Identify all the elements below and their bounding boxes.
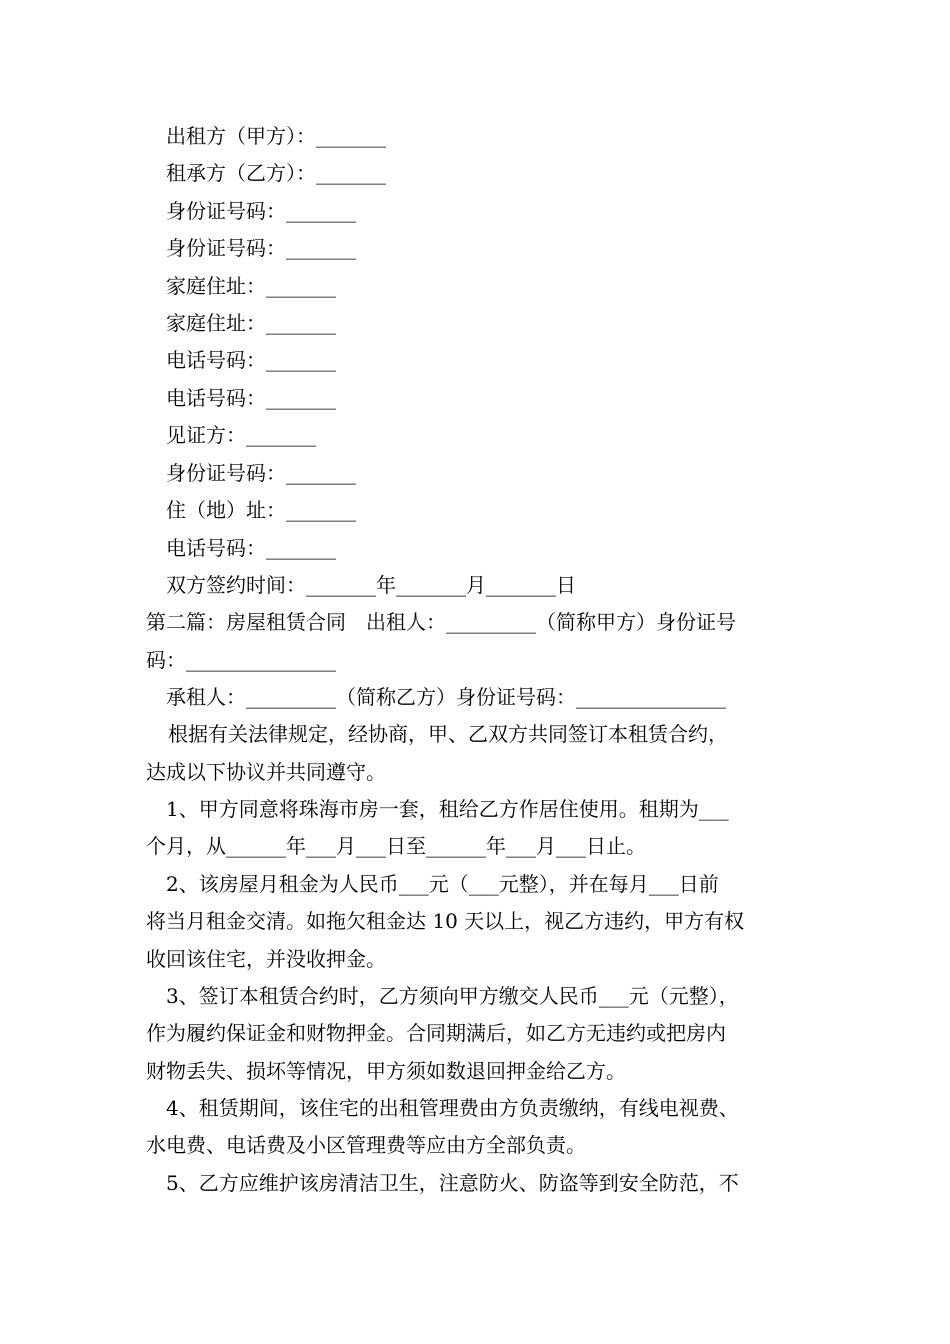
paragraph-line: 根据有关法律规定，经协商，甲、乙双方共同签订本租赁合约， <box>168 722 728 746</box>
clause-4-line: 水电费、电话费及小区管理费等应由方全部负责。 <box>146 1133 586 1157</box>
address-line: 住（地）址：_______ <box>166 498 356 522</box>
lessor-line: 出租方（甲方）：_______ <box>166 124 386 148</box>
clause-5-line: 5、乙方应维护该房清洁卫生，注意防火、防盗等到安全防范，不 <box>166 1171 739 1195</box>
phone-line: 电话号码：_______ <box>166 536 336 560</box>
signing-date-line: 双方签约时间：_______年_______月_______日 <box>166 573 576 597</box>
clause-3-line: 财物丢失、损坏等情况，甲方须如数退回押金给乙方。 <box>146 1059 626 1083</box>
clause-3-line: 3、签订本租赁合约时，乙方须向甲方缴交人民币___元（元整）， <box>166 984 739 1008</box>
home-address-line: 家庭住址：_______ <box>166 274 336 298</box>
text-line: 码：_______________ <box>146 648 336 672</box>
phone-line: 电话号码：_______ <box>166 386 336 410</box>
phone-line: 电话号码：_______ <box>166 348 336 372</box>
clause-3-line: 作为履约保证金和财物押金。合同期满后，如乙方无违约或把房内 <box>146 1021 726 1045</box>
clause-2-line: 2、该房屋月租金为人民币___元（___元整），并在每月___日前 <box>166 872 719 896</box>
lessee-id-line: 承租人：_________（简称乙方）身份证号码：_______________ <box>166 685 726 709</box>
section-heading: 第二篇：房屋租赁合同 出租人：_________（简称甲方）身份证号 <box>146 610 736 634</box>
id-number-line: 身份证号码：_______ <box>166 236 356 260</box>
clause-2-line: 将当月租金交清。如拖欠租金达 10 天以上，视乙方违约，甲方有权 <box>146 909 745 933</box>
id-number-line: 身份证号码：_______ <box>166 199 356 223</box>
id-number-line: 身份证号码：_______ <box>166 461 356 485</box>
clause-4-line: 4、租赁期间，该住宅的出租管理费由方负责缴纳，有线电视费、 <box>166 1096 739 1120</box>
lessee-line: 租承方（乙方）：_______ <box>166 161 386 185</box>
clause-1-line: 个月，从______年___月___日至______年___月___日止。 <box>146 834 646 858</box>
clause-1-line: 1、甲方同意将珠海市房一套，租给乙方作居住使用。租期为___ <box>166 797 729 821</box>
clause-2-line: 收回该住宅，并没收押金。 <box>146 947 386 971</box>
paragraph-line: 达成以下协议并共同遵守。 <box>146 760 386 784</box>
home-address-line: 家庭住址：_______ <box>166 311 336 335</box>
witness-line: 见证方：_______ <box>166 423 316 447</box>
